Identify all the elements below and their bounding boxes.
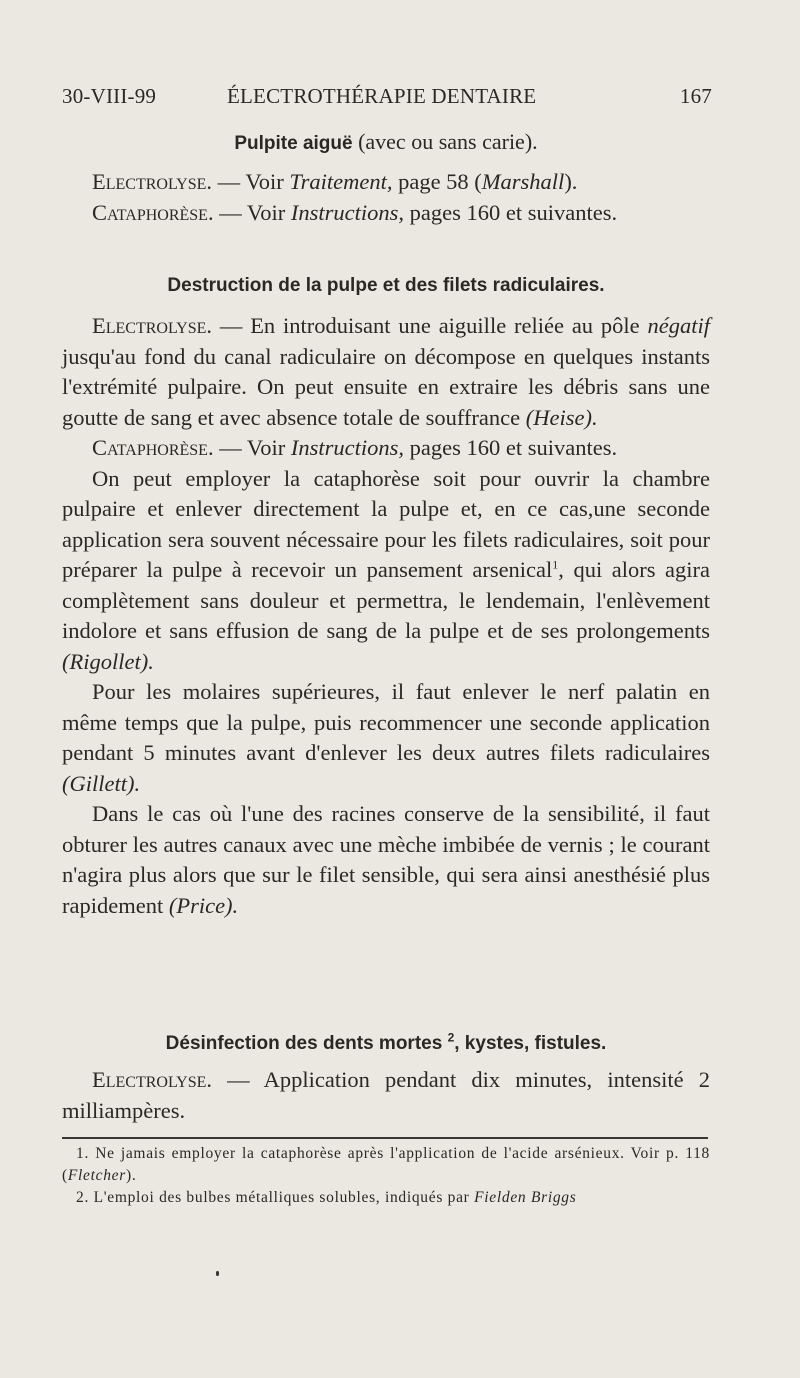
footnote-ref: 1 <box>552 557 559 572</box>
paragraph: Electrolyse. — Voir Traitement, page 58 (Marshall). <box>92 169 578 194</box>
running-header <box>62 84 712 116</box>
section-pulpite <box>62 127 710 228</box>
footnote-2: 2. L'emploi des bulbes métalliques solubles, indiqués par Fielden Briggs <box>76 1189 577 1206</box>
footnote-ref: 2 <box>447 1030 455 1045</box>
section-heading: Pulpite aiguë (avec ou sans carie). <box>234 129 538 154</box>
paragraph: Dans le cas où l'une des racines conserve de la sensibilité, il faut obturer les autres canaux avec une mèche imbibée de vernis ; le courant n'agira plus alors que sur le filet sensible, qui sera ainsi anesthésié plus rapidement (Price). <box>62 801 710 918</box>
section-desinfection <box>62 1029 710 1126</box>
section-heading: Destruction de la pulpe et des filets radiculaires. <box>167 275 605 296</box>
footnote-divider <box>62 1137 708 1139</box>
ink-speck <box>216 1271 219 1276</box>
paragraph: Cataphorèse. — Voir Instructions, pages 160 et suivantes. <box>92 199 618 225</box>
paragraph: Cataphorèse. — Voir Instructions, pages 160 et suivantes. <box>92 435 618 460</box>
section-heading: Désinfection des dents mortes $^2$, kystes, fistules. <box>165 1030 607 1054</box>
header-title: ÉLECTROTHÉRAPIE DENTAIRE <box>227 84 537 108</box>
paragraph: Pour les molaires supérieures, il faut enlever le nerf palatin en même temps que la pulpe, puis recommencer une seconde application pendant 5 minutes avant d'enlever les deux autres filets radiculaires (Gillett). <box>62 679 710 796</box>
footnote-1: 1. Ne jamais employer la cataphorèse après l'application de l'acide arsénieux. Voir p. 118 (Fletcher). <box>62 1145 710 1184</box>
paragraph: Electrolyse. — En introduisant une aiguille reliée au pôle négatif jusqu'au fond du canal radiculaire on décompose en quelques instants l'extrémité pulpaire. On peut ensuite en extraire les débris sans une goutte de sang et avec absence totale de souffrance (Heise). <box>62 313 710 430</box>
page-number: 167 <box>679 84 712 108</box>
paragraph: Electrolyse. — Application pendant dix minutes, intensité 2 milliampères. <box>62 1067 710 1123</box>
section-destruction <box>62 271 710 921</box>
paragraph: On peut employer la cataphorèse soit pour ouvrir la chambre pulpaire et enlever directement la pulpe et, en ce cas,une seconde application sera souvent nécessaire pour les filets radiculaires, soit pour préparer la pulpe à recevoir un pansement arsenical$^1$, qui alors agira complètement sans douleur et permettra, le lendemain, l'enlèvement indolore et sans effusion de sang de la pulpe et de ses prolongements (Rigollet). <box>62 465 710 674</box>
header-date: 30-VIII-99 <box>62 84 157 108</box>
footnotes <box>62 1143 710 1209</box>
